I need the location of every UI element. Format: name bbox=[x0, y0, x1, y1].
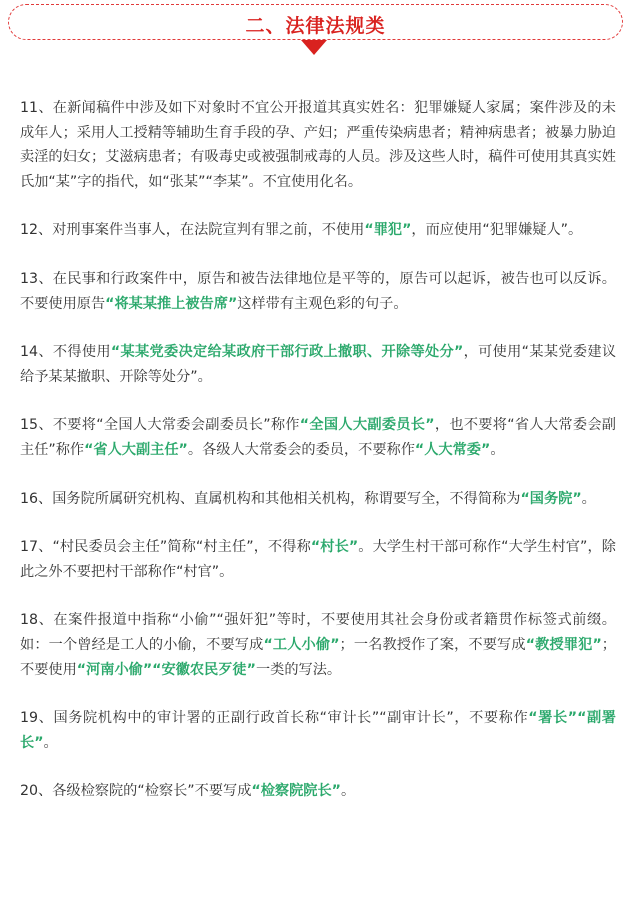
rule-12-text-end: ，而应使用“犯罪嫌疑人”。 bbox=[411, 222, 583, 239]
rule-18-highlight-3: “河南小偷”“安徽农民歹徒” bbox=[76, 661, 256, 678]
rule-14-text-end: ，可使用“某某党委建议给予某某撤职、开除等处分”。 bbox=[20, 344, 617, 385]
rule-16-highlight: “国务院” bbox=[520, 490, 582, 507]
rule-15-text-3: 。各级人大常委会的委员，不要称作 bbox=[187, 441, 415, 458]
rule-15-text: 15、不要将“全国人大常委会副委员长”称作 bbox=[20, 417, 300, 434]
rule-11 bbox=[20, 96, 616, 194]
rule-12 bbox=[20, 218, 616, 243]
rule-18-highlight-1: “工人小偷” bbox=[263, 636, 340, 653]
rule-13-highlight: “将某某推上被告席” bbox=[105, 295, 238, 312]
rule-20-text: 20、各级检察院的“检察长”不要写成 bbox=[20, 783, 252, 800]
rule-20-text-end: 。 bbox=[340, 783, 356, 800]
rule-18-text-3: ；不要使用 bbox=[20, 636, 616, 678]
article-body bbox=[20, 96, 616, 804]
rule-15-highlight-1: “全国人大副委员长” bbox=[299, 417, 435, 434]
rule-13-text-end: 这样带有主观色彩的句子。 bbox=[237, 295, 408, 312]
rule-14-highlight: “某某党委决定给某政府干部行政上撤职、开除等处分” bbox=[110, 344, 464, 361]
rule-18-text-end: 一类的写法。 bbox=[255, 661, 342, 678]
section-title-banner bbox=[8, 4, 623, 40]
rule-16-text-end: 。 bbox=[581, 490, 596, 507]
rule-12-highlight: “罪犯” bbox=[364, 222, 412, 239]
section-title: 二、法律法规类 bbox=[245, 15, 386, 37]
rule-17-highlight: “村长” bbox=[310, 539, 359, 556]
rule-15-text-end: 。 bbox=[490, 441, 505, 458]
rule-17 bbox=[20, 535, 616, 584]
rule-19-text: 19、国务院机构中的审计署的正副行政首长称“审计长”“副审计长”，不要称作 bbox=[20, 710, 529, 727]
rule-16 bbox=[20, 487, 616, 512]
rule-13 bbox=[20, 267, 616, 316]
rule-18-text: 18、在案件报道中指称“小偷”“强奸犯”等时，不要使用其社会身份或者籍贯作标签式前缀。如：一个曾经是工人的小偷，不要写成 bbox=[20, 612, 616, 653]
rule-15 bbox=[20, 413, 616, 462]
rule-17-text: 17、“村民委员会主任”简称“村主任”，不得称 bbox=[20, 539, 311, 556]
rule-18-text-2: ；一名教授作了案，不要写成 bbox=[339, 636, 526, 653]
rule-15-highlight-3: “人大常委” bbox=[414, 441, 491, 458]
rule-12-text: 12、对刑事案件当事人，在法院宣判有罪之前，不使用 bbox=[20, 222, 365, 239]
title-arrow-decoration bbox=[301, 40, 327, 55]
rule-14 bbox=[20, 340, 616, 389]
rule-17-text-end: 。大学生村干部可称作“大学生村官”，除此之外不要把村干部称作“村官”。 bbox=[20, 539, 616, 580]
rule-19-text-end: 。 bbox=[43, 734, 58, 751]
rule-14-text: 14、不得使用 bbox=[20, 344, 111, 361]
rule-13-text: 13、在民事和行政案件中，原告和被告法律地位是平等的，原告可以起诉，被告也可以反诉。不要使用原告 bbox=[20, 270, 616, 312]
rule-19-highlight: “署长”“副署长” bbox=[20, 710, 616, 751]
rule-18 bbox=[20, 608, 616, 682]
rule-18-highlight-2: “教授罪犯” bbox=[525, 636, 602, 653]
rule-20 bbox=[20, 779, 616, 804]
rule-19 bbox=[20, 706, 616, 755]
rule-11-text: 11、在新闻稿件中涉及如下对象时不宜公开报道其真实姓名：犯罪嫌疑人家属；案件涉及的未成年人；采用人工授精等辅助生育手段的孕、产妇；严重传染病患者；精神病患者；被暴力胁迫卖淫的妇女；艾滋病患者；有吸毒史或被强制戒毒的人员。涉及这些人时，稿件可使用其真实姓氏加“某”字的指代，如“张某”“李某”。不宜使用化名。 bbox=[20, 100, 616, 190]
rule-16-text: 16、国务院所属研究机构、直属机构和其他相关机构，称谓要写全，不得简称为 bbox=[20, 490, 521, 507]
rule-15-text-2: ，也不要将“省人大常委会副主任”称作 bbox=[20, 417, 616, 458]
rule-20-highlight: “检察院院长” bbox=[251, 783, 341, 800]
rule-15-highlight-2: “省人大副主任” bbox=[84, 441, 188, 458]
